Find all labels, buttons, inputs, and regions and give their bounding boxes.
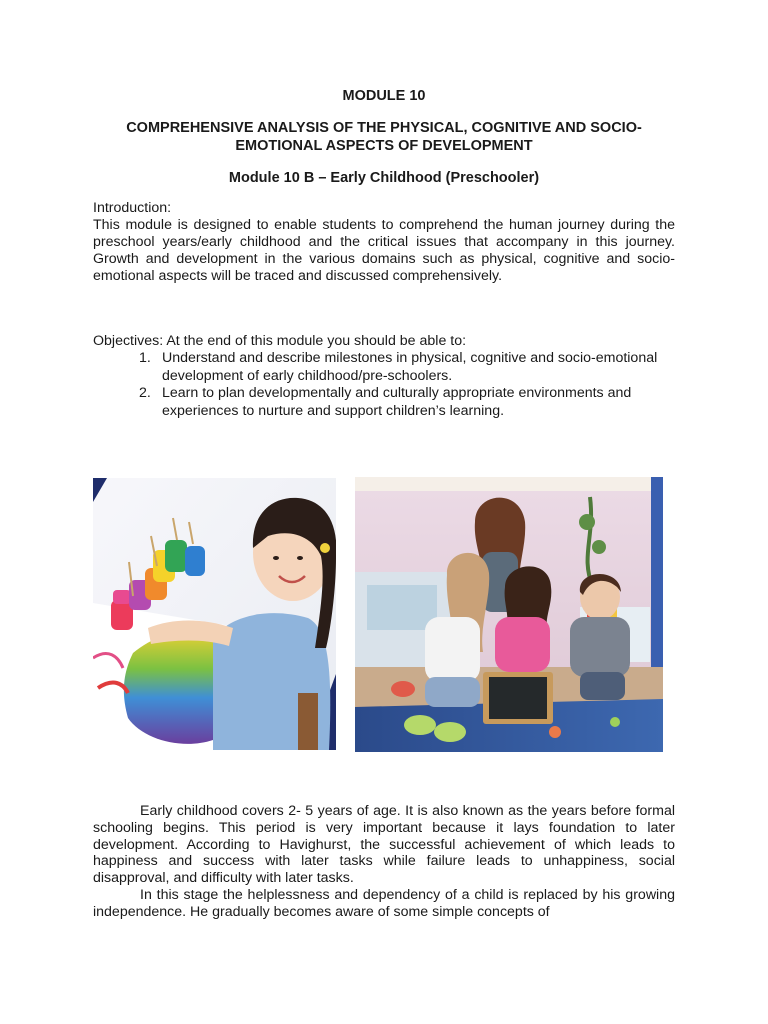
objective-item — [93, 350, 675, 385]
photo-children-chalkboard-illustration — [355, 477, 663, 752]
introduction-text: This module is designed to enable students to comprehend the human journey during the preschool years/early childhood and the critical issues that accompany in this journey. Growth and development in the various domains such as physical, cognitive and socio-emotional aspects will be traced and discussed comprehensively. — [93, 217, 675, 284]
objective-number: 2. — [139, 385, 151, 401]
body-text — [93, 803, 675, 921]
introduction-label: Introduction: — [93, 200, 172, 216]
objective-item — [93, 385, 675, 420]
module-number: MODULE 10 — [342, 88, 426, 104]
objectives-list — [93, 350, 675, 420]
module-title: COMPREHENSIVE ANALYSIS OF THE PHYSICAL, COGNITIVE AND SOCIO-EMOTIONAL ASPECTS OF DEVELOPMENT — [126, 120, 642, 154]
objective-text: Learn to plan developmentally and culturally appropriate environments and experiences to nurture and support children’s learning. — [162, 385, 632, 419]
photo-children-chalkboard — [355, 477, 663, 752]
objectives-lead: Objectives: At the end of this module you should be able to: — [93, 333, 467, 349]
objective-number: 1. — [139, 350, 151, 366]
objective-text: Understand and describe milestones in physical, cognitive and socio-emotional development of early childhood/pre-schoolers. — [162, 350, 658, 384]
body-paragraph: In this stage the helplessness and dependency of a child is replaced by his growing independence. He gradually becomes aware of some simple concepts of — [93, 886, 675, 920]
photo-girl-painting-illustration — [93, 478, 336, 750]
body-paragraph: Early childhood covers 2- 5 years of age. It is also known as the years before formal schooling begins. This period is very important because it lays foundation to later development. According to Havighurst, the successful achievement of which leads to happiness and success with later tasks while failure leads to unhappiness, social disapproval, and difficulty with later tasks. — [93, 803, 675, 887]
module-subtitle: Module 10 B – Early Childhood (Preschooler) — [228, 170, 540, 186]
photo-girl-painting — [93, 478, 336, 750]
